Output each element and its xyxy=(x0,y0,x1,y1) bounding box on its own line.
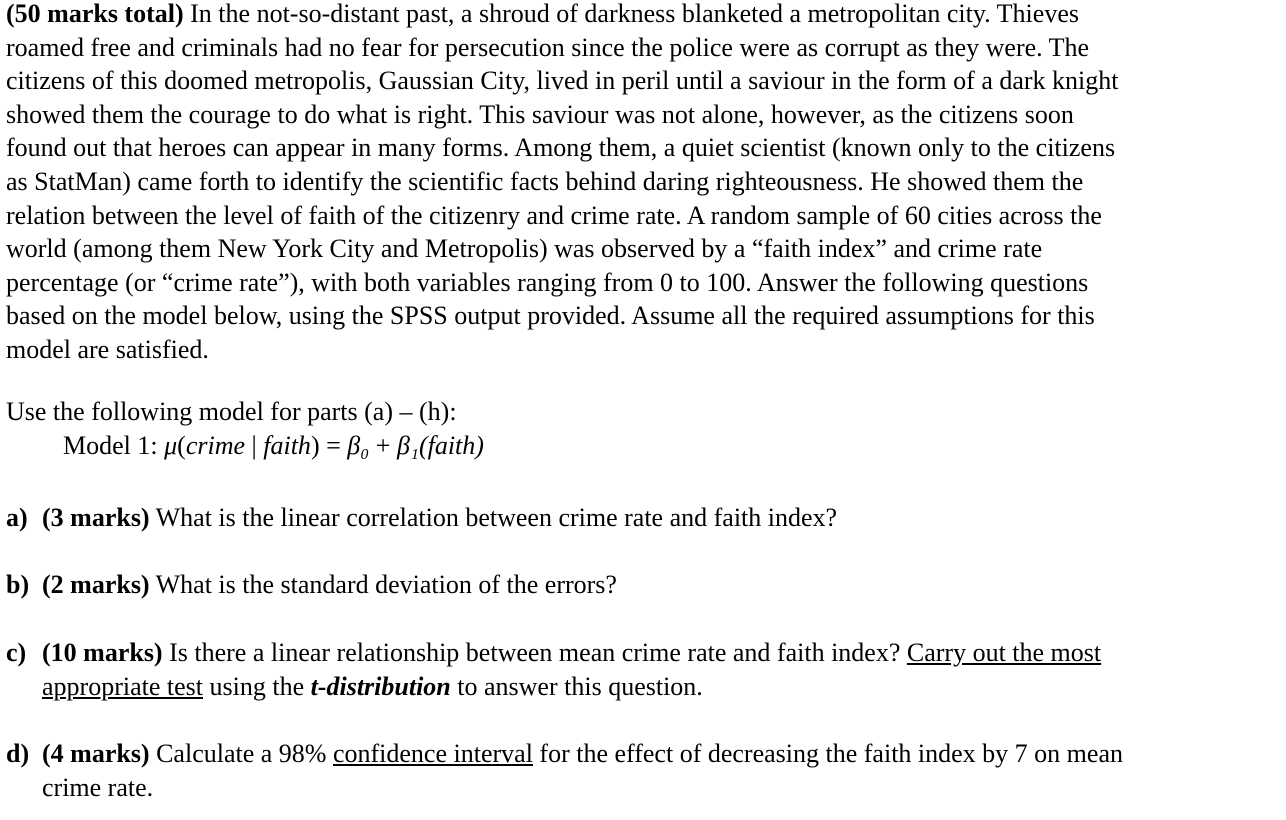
intro-line-11: model are satisfied. xyxy=(6,334,209,364)
intro-line-9: percentage (or “crime rate”), with both variables ranging from 0 to 100. Answer the following questions xyxy=(6,267,1089,297)
model-equation: Model 1: μ(crime | faith) = β₀ + β₁(faith) xyxy=(63,430,484,460)
intro-line-10: based on the model below, using the SPSS output provided. Assume all the required assumptions for this xyxy=(6,301,1095,331)
intro-line-4: showed them the courage to do what is right. This saviour was not alone, however, as the citizens soon xyxy=(6,99,1074,129)
question-text: Is there a linear relationship between mean crime rate and faith index? xyxy=(162,638,907,667)
question-text: Calculate a 98% xyxy=(149,739,333,768)
question-marks: (3 marks) xyxy=(42,503,150,532)
question-c-continuation: appropriate test using the t-distribution to answer this question. xyxy=(42,671,703,701)
intro-line-6: as StatMan) came forth to identify the scientific facts behind daring righteousness. He showed them the xyxy=(6,166,1084,196)
intro-line-8: world (among them New York City and Metropolis) was observed by a “faith index” and crime rate xyxy=(6,234,1043,264)
question-d-continuation: crime rate. xyxy=(42,772,154,802)
question-letter: d) xyxy=(6,739,30,768)
intro-paragraph xyxy=(6,0,1284,367)
intro-line-1: (50 marks total) In the not-so-distant past, a shroud of darkness blanketed a metropolitan city. Thieves xyxy=(6,0,1079,28)
question-d: d) (4 marks) Calculate a 98% confidence interval for the effect of decreasing the faith index by 7 on mean crime rate. xyxy=(6,737,1123,804)
question-letter: b) xyxy=(6,570,30,599)
question-letter: c) xyxy=(6,638,27,667)
underlined-phrase: confidence interval xyxy=(332,739,533,768)
model-instruction: Use the following model for parts (a) – (h): xyxy=(6,397,457,426)
question-b xyxy=(6,568,617,602)
question-text: What is the linear correlation between crime rate and faith index? xyxy=(149,503,838,532)
model-block xyxy=(6,395,484,462)
t-distribution-term: t-distribution xyxy=(310,671,451,701)
intro-line-5: found out that heroes can appear in many forms. Among them, a quiet scientist (known only to the citizens xyxy=(6,133,1116,163)
question-marks: (4 marks) xyxy=(42,739,150,768)
underlined-phrase: appropriate test xyxy=(42,671,203,701)
question-text: What is the standard deviation of the errors? xyxy=(149,570,617,599)
intro-line-7: relation between the level of faith of the citizenry and crime rate. A random sample of 60 cities across the xyxy=(6,200,1102,230)
underlined-phrase: Carry out the most xyxy=(906,638,1102,667)
question-marks: (2 marks) xyxy=(42,570,150,599)
question-marks: (10 marks) xyxy=(42,638,163,667)
intro-line-2: roamed free and criminals had no fear for persecution since the police were as corrupt as they were. The xyxy=(6,32,1090,62)
question-letter: a) xyxy=(6,503,28,532)
intro-line-3: citizens of this doomed metropolis, Gaussian City, lived in peril until a saviour in the form of a dark knight xyxy=(6,66,1119,96)
question-c xyxy=(6,636,1101,703)
total-marks: (50 marks total) xyxy=(6,0,184,28)
question-a xyxy=(6,501,837,535)
